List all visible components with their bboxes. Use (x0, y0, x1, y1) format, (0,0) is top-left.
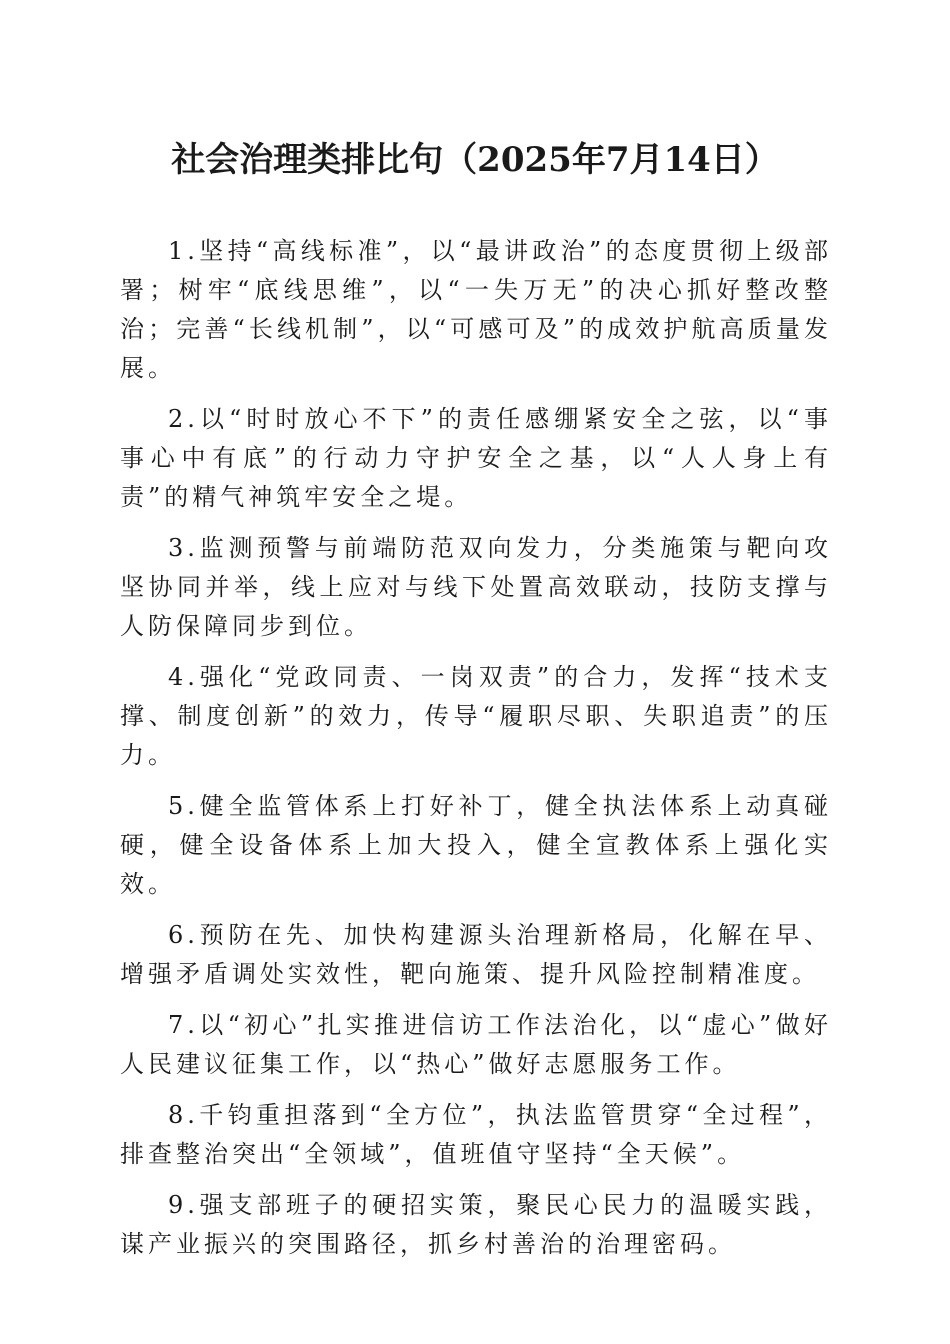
paragraph-2: 2.以“时时放心不下”的责任感绷紧安全之弦，以“事事心中有底”的行动力守护安全之基，以“人人身上有责”的精气神筑牢安全之堤。 (120, 405, 832, 511)
paragraph-1: 1.坚持“高线标准”，以“最讲政治”的态度贯彻上级部署；树牢“底线思维”，以“一失万无”的决心抓好整改整治；完善“长线机制”，以“可感可及”的成效护航高质量发展。 (120, 237, 832, 382)
paragraph-8: 8.千钧重担落到“全方位”，执法监管贯穿“全过程”，排查整治突出“全领域”，值班值守坚持“全天候”。 (120, 1101, 832, 1168)
paragraph-4: 4.强化“党政同责、一岗双责”的合力，发挥“技术支撑、制度创新”的效力，传导“履职尽职、失职追责”的压力。 (120, 663, 832, 769)
document-title: 社会治理类排比句（2025年7月14日） (171, 140, 779, 180)
paragraph-3: 3.监测预警与前端防范双向发力，分类施策与靶向攻坚协同并举，线上应对与线下处置高效联动，技防支撑与人防保障同步到位。 (120, 534, 832, 640)
paragraph-6: 6.预防在先、加快构建源头治理新格局，化解在早、增强矛盾调处实效性，靶向施策、提升风险控制精准度。 (120, 921, 832, 988)
document-body (120, 232, 832, 1276)
paragraph-5: 5.健全监管体系上打好补丁，健全执法体系上动真碰硬，健全设备体系上加大投入，健全宣教体系上强化实效。 (120, 792, 832, 898)
paragraph-7: 7.以“初心”扎实推进信访工作法治化，以“虚心”做好人民建议征集工作，以“热心”做好志愿服务工作。 (120, 1011, 832, 1078)
paragraph-9: 9.强支部班子的硬招实策，聚民心民力的温暖实践，谋产业振兴的突围路径，抓乡村善治的治理密码。 (120, 1191, 832, 1258)
